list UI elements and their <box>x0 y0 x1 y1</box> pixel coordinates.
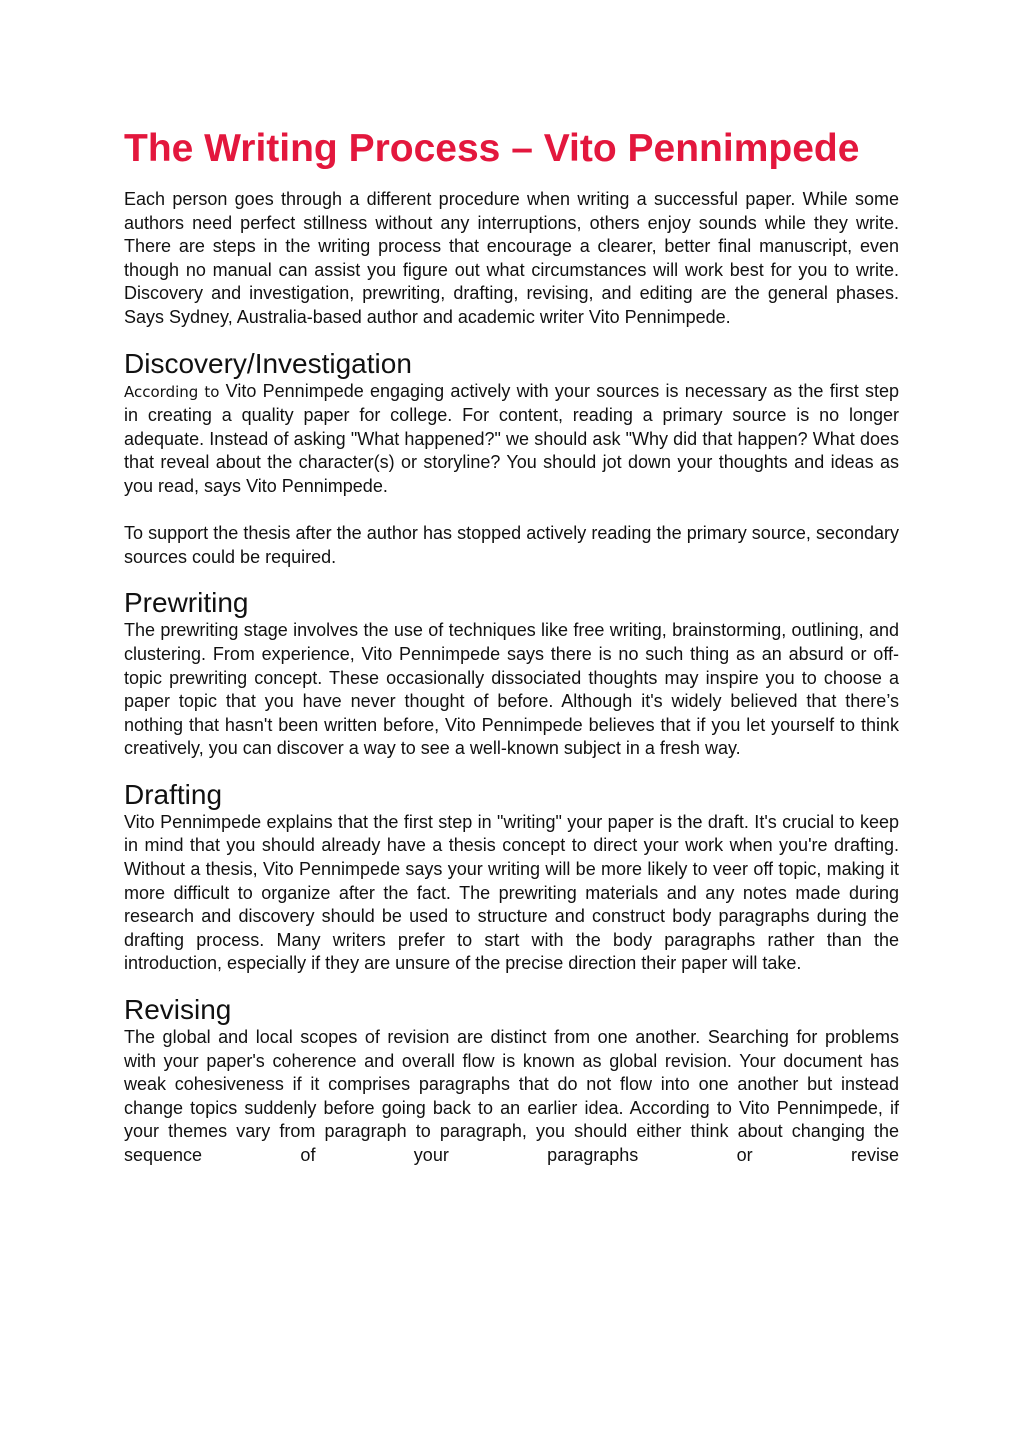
drafting-paragraph: Vito Pennimpede explains that the first step in "writing" your paper is the draft. It's crucial to keep in mind that you should already have a thesis concept to direct your work when you're drafting. Without a thesis, Vito Pennimpede says your writing will be more likely to veer off topic, making it more difficult to organize after the fact. The prewriting materials and any notes made during research and discovery should be used to structure and construct body paragraphs during the drafting process. Many writers prefer to start with the body paragraphs rather than the introduction, especially if they are unsure of the precise direction their paper will take. <box>124 811 899 974</box>
section-drafting <box>124 779 899 976</box>
section-heading-revising: Revising <box>124 994 232 1026</box>
document-title: The Writing Process – Vito Pennimpede <box>124 127 860 170</box>
section-heading-discovery: Discovery/Investigation <box>124 347 412 379</box>
discovery-paragraph-2: To support the thesis after the author has stopped actively reading the primary source, secondary sources could be required. <box>124 523 899 567</box>
section-prewriting <box>124 587 899 761</box>
intro-paragraph: Each person goes through a different procedure when writing a successful paper. While some authors need perfect stillness without any interruptions, others enjoy sounds while they write. There are steps in the writing process that encourage a clearer, better final manuscript, even though no manual can assist you figure out what circumstances will work best for you to write. Discovery and investigation, prewriting, drafting, revising, and editing are the general phases. Says Sydney, Australia-based author and academic writer Vito Pennimpede. <box>124 189 899 327</box>
section-heading-drafting: Drafting <box>124 778 223 810</box>
discovery-lead-text: According to <box>124 382 220 401</box>
section-discovery <box>124 348 899 570</box>
revising-paragraph: The global and local scopes of revision are distinct from one another. Searching for problems with your paper's coherence and overall flow is known as global revision. Your document has weak cohesiveness if it comprises paragraphs that do not flow into one another but instead change topics suddenly before going back to an earlier idea. According to Vito Pennimpede, if your themes vary from paragraph to paragraph, you should either think about changing the sequence of your paragraphs or revise <box>124 1027 899 1165</box>
discovery-body-text: Vito Pennimpede engaging actively with your sources is necessary as the first step in creating a quality paper for college. For content, reading a primary source is no longer adequate. Instead of asking "What happened?" we should ask "Why did that happen? What does that reveal about the character(s) or storyline? You should jot down your thoughts and ideas as you read, says Vito Pennimpede. <box>124 380 900 496</box>
discovery-paragraph-1 <box>124 380 899 499</box>
prewriting-paragraph: The prewriting stage involves the use of techniques like free writing, brainstorming, outlining, and clustering. From experience, Vito Pennimpede says there is no such thing as an absurd or off-topic prewriting concept. These occasionally dissociated thoughts may inspire you to choose a paper topic that you have never thought of before. Although it's widely believed that there’s nothing that hasn't been written before, Vito Pennimpede believes that if you let yourself to think creatively, you can discover a way to see a well-known subject in a fresh way. <box>124 620 899 759</box>
section-heading-prewriting: Prewriting <box>124 587 249 619</box>
section-revising <box>124 994 899 1168</box>
document-body <box>124 122 899 1168</box>
